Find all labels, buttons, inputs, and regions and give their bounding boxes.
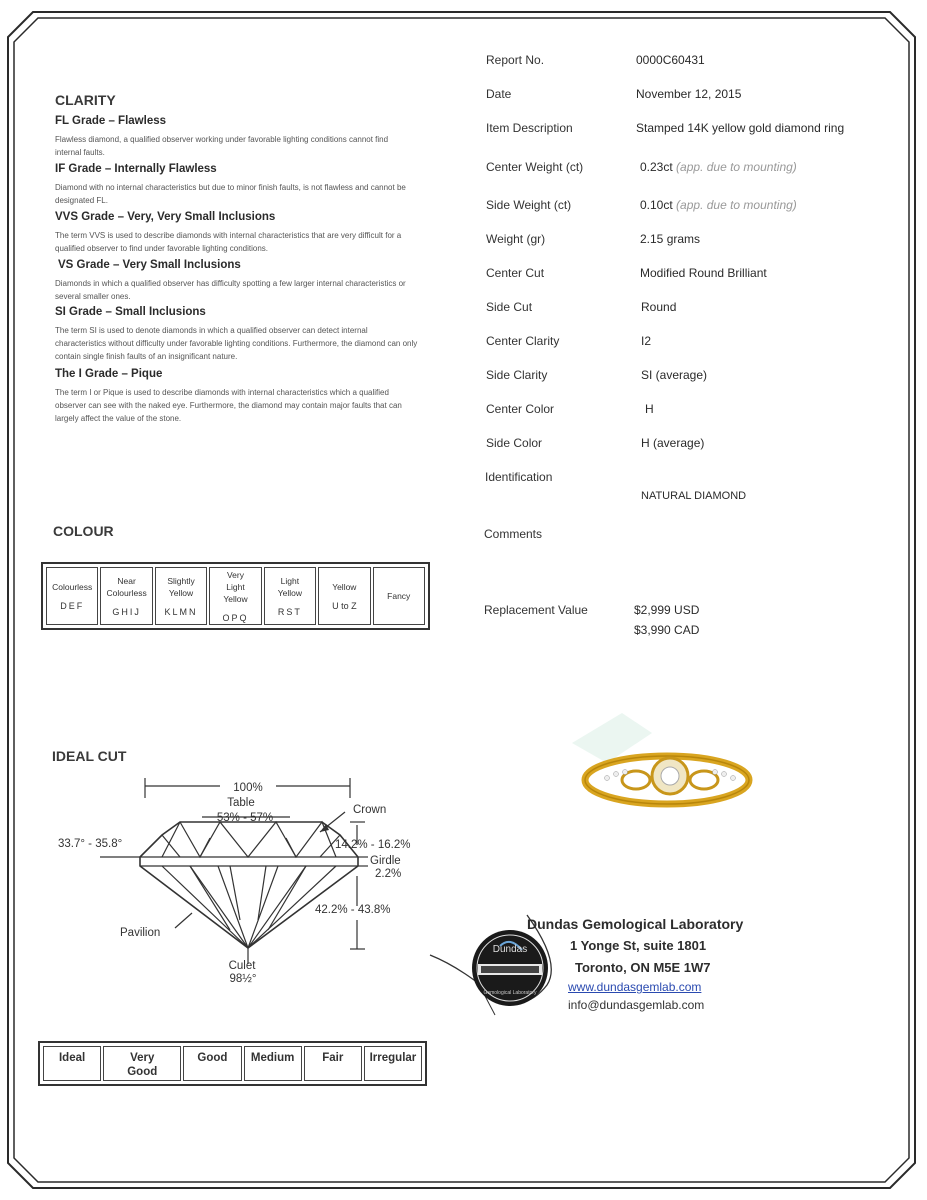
colour-cell: Colourless DEF bbox=[46, 567, 98, 625]
replacement-cad: $3,990 CAD bbox=[634, 623, 700, 637]
colour-cell: Light Yellow RST bbox=[264, 567, 316, 625]
side-cut-value: Round bbox=[641, 300, 677, 314]
diamond-proportions-diagram bbox=[40, 770, 440, 995]
cut-girdle-value: 2.2% bbox=[375, 868, 402, 880]
side-cut-label: Side Cut bbox=[486, 300, 533, 314]
colour-cell: Very Light Yellow OPQ bbox=[209, 567, 261, 625]
item-description-value: Stamped 14K yellow gold diamond ring bbox=[636, 121, 845, 135]
cut-grade-table bbox=[38, 1041, 427, 1086]
replacement-usd: $2,999 USD bbox=[634, 603, 700, 617]
colour-scale-table bbox=[41, 562, 430, 630]
cut-table-range: 53% - 57% bbox=[216, 812, 274, 824]
lab-name: Dundas Gemological Laboratory bbox=[527, 916, 744, 932]
seal-top-text: Dundas bbox=[492, 944, 528, 955]
comments-label: Comments bbox=[484, 527, 543, 541]
clarity-heading: CLARITY bbox=[55, 92, 116, 108]
side-clarity-label: Side Clarity bbox=[486, 368, 548, 382]
weight-gr-label: Weight (gr) bbox=[486, 232, 546, 246]
grade-vs-desc: Diamonds in which a qualified observer has difficulty spotting a few larger internal characteristics or several smaller ones. bbox=[55, 279, 406, 301]
center-cut-value: Modified Round Brilliant bbox=[640, 266, 767, 280]
cut-table-label: Table bbox=[227, 797, 255, 809]
center-color-label: Center Color bbox=[486, 402, 555, 416]
grade-vvs-desc: The term VVS is used to describe diamonds with internal characteristics that are very difficult for a qualified observer to find under favorable lighting conditions. bbox=[55, 231, 402, 253]
center-color-value: H bbox=[645, 402, 654, 416]
cut-grade-cell: Very Good bbox=[103, 1046, 181, 1081]
center-weight-value: 0.23ct (app. due to mounting) bbox=[640, 160, 797, 174]
report-no-value: 0000C60431 bbox=[636, 53, 705, 67]
grade-si-desc: The term SI is used to denote diamonds in which a qualified observer can detect internal characteristics without difficulty under favorable lighting conditions. Furthermore, the diamond can only contain single finish faults of an insignificant nature. bbox=[55, 326, 418, 361]
cut-pavilion-label: Pavilion bbox=[120, 927, 161, 939]
cut-grade-cell: Fair bbox=[304, 1046, 362, 1081]
lab-seal-logo bbox=[470, 928, 550, 1008]
identification-value: NATURAL DIAMOND bbox=[641, 490, 747, 502]
replacement-value-label: Replacement Value bbox=[484, 603, 588, 617]
grade-i-title: The I Grade – Pique bbox=[55, 368, 163, 380]
cut-grade-cell: Ideal bbox=[43, 1046, 101, 1081]
center-clarity-value: I2 bbox=[641, 334, 652, 348]
cut-width-label: 100% bbox=[233, 782, 263, 794]
cut-girdle-label: Girdle bbox=[370, 855, 401, 867]
cut-grade-cell: Good bbox=[183, 1046, 241, 1081]
cut-pavilion-depth: 42.2% - 43.8% bbox=[315, 904, 391, 916]
cut-grade-cell: Medium bbox=[244, 1046, 302, 1081]
date-value: November 12, 2015 bbox=[636, 87, 742, 101]
cut-crown-label: Crown bbox=[353, 804, 387, 816]
weight-gr-value: 2.15 grams bbox=[640, 232, 701, 246]
colour-cell: Near Colourless GHIJ bbox=[100, 567, 152, 625]
side-weight-value: 0.10ct (app. due to mounting) bbox=[640, 198, 797, 212]
ideal-cut-heading: IDEAL CUT bbox=[52, 748, 127, 764]
grade-fl-title: FL Grade – Flawless bbox=[55, 115, 167, 127]
side-color-value: H (average) bbox=[641, 436, 705, 450]
cut-crown-height: 14.2% - 16.2% bbox=[335, 839, 411, 851]
ring-photo bbox=[562, 708, 772, 818]
grade-if-desc: Diamond with no internal characteristics but due to minor finish faults, is not flawless and cannot be designated FL. bbox=[55, 183, 406, 205]
cut-culet-label: Culet bbox=[228, 960, 256, 972]
center-cut-label: Center Cut bbox=[486, 266, 545, 280]
cut-culet-value: 98½° bbox=[229, 973, 257, 985]
colour-cell: Slightly Yellow KLMN bbox=[155, 567, 207, 625]
colour-heading: COLOUR bbox=[53, 523, 114, 539]
grade-fl-desc: Flawless diamond, a qualified observer working under favorable lighting conditions cannot find internal faults. bbox=[55, 135, 389, 157]
center-clarity-label: Center Clarity bbox=[486, 334, 560, 348]
lab-website-link[interactable]: www.dundasgemlab.com bbox=[568, 980, 702, 994]
grade-if-title: IF Grade – Internally Flawless bbox=[55, 163, 217, 175]
grade-si-title: SI Grade – Small Inclusions bbox=[55, 306, 206, 318]
colour-cell: Fancy bbox=[373, 567, 425, 625]
side-clarity-value: SI (average) bbox=[641, 368, 708, 382]
lab-email[interactable]: info@dundasgemlab.com bbox=[568, 998, 705, 1012]
cut-grade-cell: Irregular bbox=[364, 1046, 422, 1081]
lab-address2: Toronto, ON M5E 1W7 bbox=[575, 960, 711, 975]
center-weight-label: Center Weight (ct) bbox=[486, 160, 584, 174]
report-no-label: Report No. bbox=[486, 53, 545, 67]
date-label: Date bbox=[486, 87, 512, 101]
seal-bottom-text: Gemological Laboratory bbox=[483, 990, 537, 996]
grade-vs-title: VS Grade – Very Small Inclusions bbox=[58, 259, 241, 271]
side-weight-label: Side Weight (ct) bbox=[486, 198, 572, 212]
cut-crown-angle: 33.7° - 35.8° bbox=[58, 838, 123, 850]
identification-label: Identification bbox=[485, 470, 553, 484]
lab-address1: 1 Yonge St, suite 1801 bbox=[570, 938, 707, 953]
colour-cell: Yellow U to Z bbox=[318, 567, 370, 625]
grade-vvs-title: VVS Grade – Very, Very Small Inclusions bbox=[55, 211, 276, 223]
grade-i-desc: The term I or Pique is used to describe diamonds with internal characteristics which a qualified observer can see with the naked eye. Furthermore, the diamond may contain major faults that can largely affect the value of the stone. bbox=[55, 388, 402, 423]
side-color-label: Side Color bbox=[486, 436, 543, 450]
item-description-label: Item Description bbox=[486, 121, 573, 135]
